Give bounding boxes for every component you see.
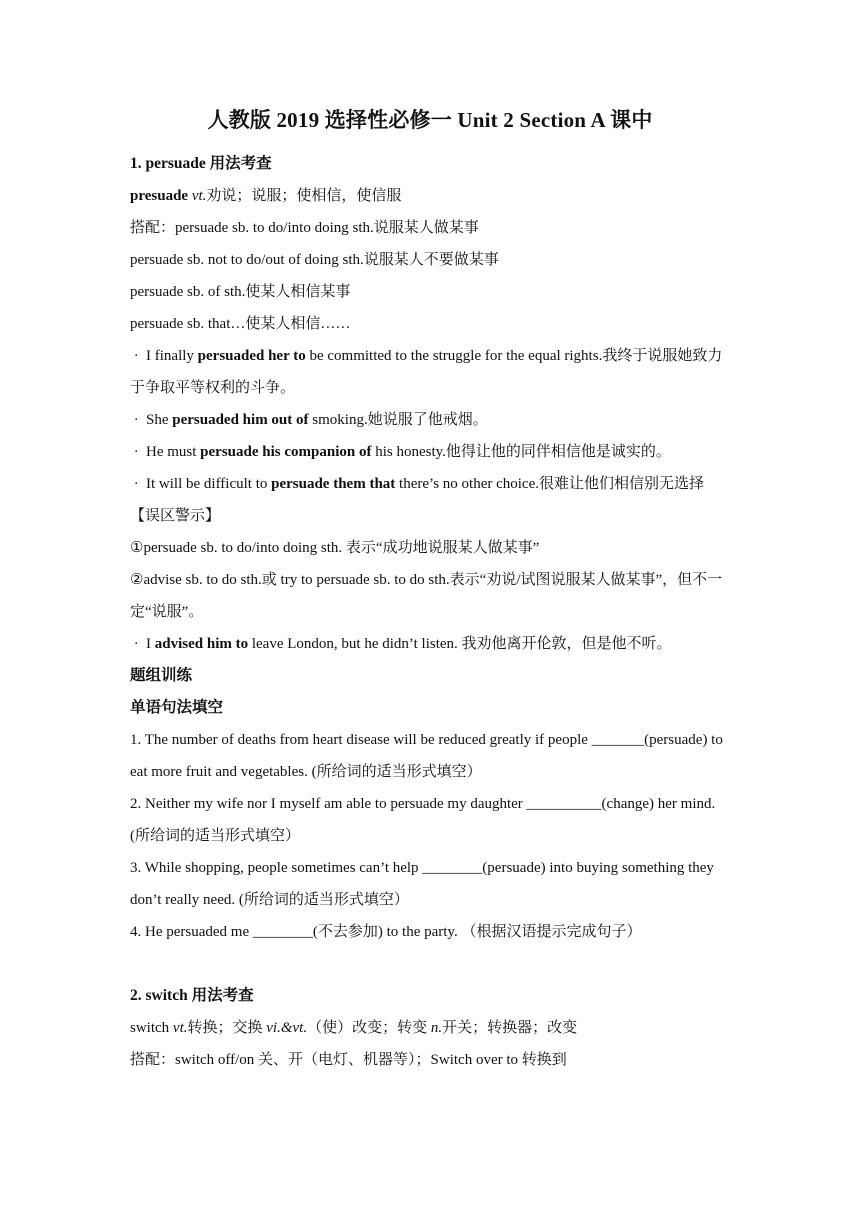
definition-text: 劝说；说服；使相信，使信服 [206,188,402,204]
definition-persuade [130,180,730,212]
collocation-line: persuade sb. of sth.使某人相信某事 [130,284,351,300]
document-body [130,148,730,1076]
bullet-dot: · [130,444,139,460]
definition-switch: switch vt.转换；交换 vi.&vt.（使）改变；转变 n.开关；转换器；改变 [130,1020,578,1036]
example-sentence: · It will be difficult to persuade them that there’s no other choice.很难让他们相信别无选择 [130,468,730,500]
collocation-line: persuade sb. that…使某人相信…… [130,316,351,332]
warning-title: 【误区警示】 [130,508,221,524]
key-phrase: persuade them that [271,476,396,492]
definition-pos: n. [430,1020,443,1036]
example-sentence: · He must persuade his companion of his honesty.他得让他的同伴相信他是诚实的。 [130,436,730,468]
question-item: 4. He persuaded me ________(不去参加) to the party. （根据汉语提示完成句子） [130,924,642,940]
page-title: 人教版 2019 选择性必修一 Unit 2 Section A 课中 [207,108,653,132]
key-phrase: advised him to [154,636,249,652]
warning-point: ②advise sb. to do sth.或 try to persuade sb. to do sth.表示“劝说/试图说服某人做某事”，但不一定“说服”。 [130,572,723,620]
bullet-dot: · [130,636,139,652]
bullet-dot: · [130,476,139,492]
example-sentence: · She persuaded him out of smoking.她说服了他戒烟。 [130,404,730,436]
spacer [130,948,730,980]
key-phrase: persuaded her to [197,348,306,364]
example-sentence: · I finally persuaded her to be committed to the struggle for the equal rights.我终于说服她致力于争取平等权利的斗争。 [130,340,730,404]
key-phrase: persuade his companion of [200,444,372,460]
question-item: 1. The number of deaths from heart disease will be reduced greatly if people _______(persuade) to eat more fruit and vegetables. (所给词的适当形式填空） [130,732,723,780]
definition-pos: vi.&vt. [266,1020,308,1036]
key-phrase: persuaded him out of [172,412,309,428]
question-item: 2. Neither my wife nor I myself am able to persuade my daughter __________(change) her mind. (所给词的适当形式填空） [130,796,716,844]
definition-pos: vt. [191,188,207,204]
section-heading-persuade: 1. persuade 用法考查 [130,155,272,172]
question-item: 3. While shopping, people sometimes can’t help ________(persuade) into buying something they don’t really need. (所给词的适当形式填空） [130,860,714,908]
practice-heading: 题组训练 [130,667,193,684]
collocation-line: persuade sb. not to do/out of doing sth.说服某人不要做某事 [130,252,499,268]
bullet-dot: · [130,348,139,364]
warning-point: ①persuade sb. to do/into doing sth. 表示“成功地说服某人做某事” [130,540,540,556]
section-heading-switch: 2. switch 用法考查 [130,987,254,1004]
definition-word: presuade [130,188,189,204]
bullet-dot: · [130,412,139,428]
practice-subheading: 单语句法填空 [130,699,224,716]
collocation-line: 搭配：persuade sb. to do/into doing sth.说服某人做某事 [130,220,479,236]
warning-example: · I advised him to leave London, but he didn’t listen. 我劝他离开伦敦，但是他不听。 [130,628,730,660]
collocation-line: 搭配：switch off/on 关、开（电灯、机器等）；Switch over to 转换到 [130,1052,567,1068]
definition-pos: vt. [172,1020,188,1036]
